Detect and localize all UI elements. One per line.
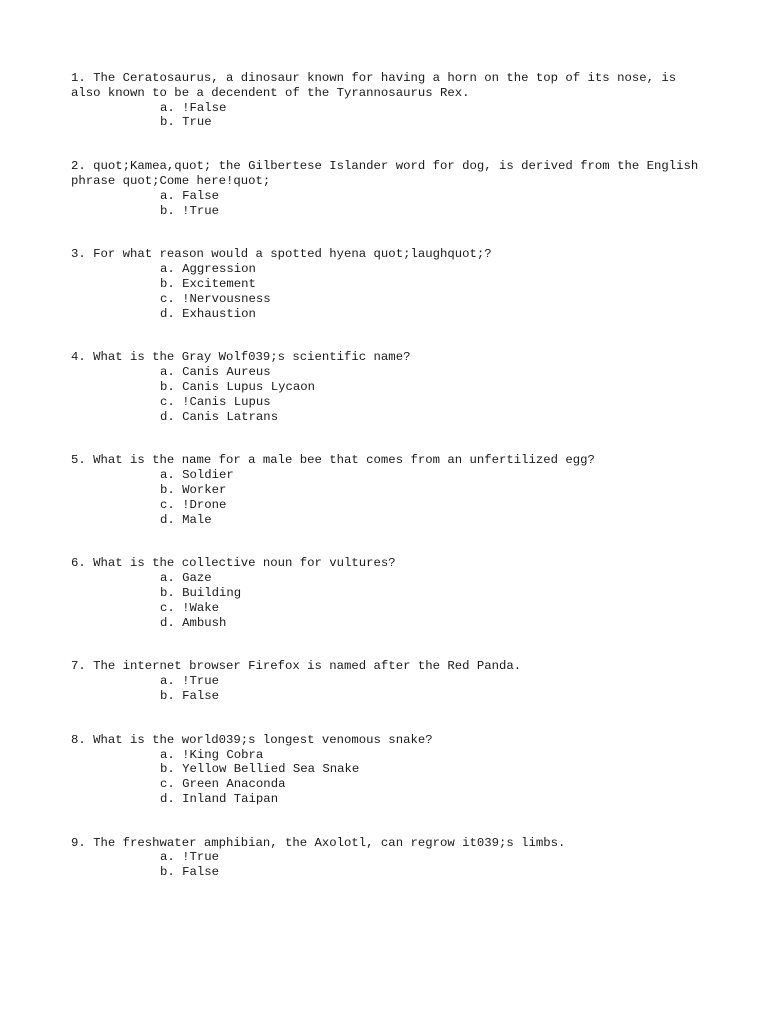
question-text: 2. quot;Kamea,quot; the Gilbertese Islander word for dog, is derived from the English phrase quot;Come here!quot; (71, 159, 706, 188)
question-2 (71, 159, 711, 218)
quiz-document (71, 71, 711, 909)
answer-option: b. !True (160, 203, 220, 218)
question-4 (71, 350, 711, 424)
question-9 (71, 836, 711, 880)
answer-options (71, 262, 711, 321)
question-text: 6. What is the collective noun for vultures? (71, 556, 396, 571)
answer-option: d. Exhaustion (160, 306, 256, 321)
answer-option: b. Worker (160, 482, 227, 497)
question-text: 8. What is the world039;s longest venomous snake? (71, 732, 433, 747)
question-text: 9. The freshwater amphibian, the Axolotl, can regrow it039;s limbs. (71, 835, 566, 850)
answer-option: c. Green Anaconda (160, 777, 286, 792)
answer-option: c. !Wake (160, 600, 220, 615)
answer-option: b. True (160, 115, 212, 130)
answer-option: c. !Nervousness (160, 291, 271, 306)
answer-option: a. !True (160, 850, 220, 865)
answer-options (71, 674, 711, 704)
answer-option: a. !King Cobra (160, 747, 264, 762)
answer-option: b. False (160, 688, 220, 703)
answer-option: a. Gaze (160, 571, 212, 586)
answer-option: a. Aggression (160, 262, 256, 277)
answer-option: a. False (160, 188, 220, 203)
answer-option: b. False (160, 865, 220, 880)
answer-options (71, 748, 711, 807)
question-text: 3. For what reason would a spotted hyena quot;laughquot;? (71, 247, 492, 262)
answer-option: a. !True (160, 674, 220, 689)
question-5 (71, 453, 711, 527)
answer-option: b. Yellow Bellied Sea Snake (160, 762, 360, 777)
answer-option: a. Soldier (160, 468, 234, 483)
answer-option: d. Ambush (160, 615, 227, 630)
question-1 (71, 71, 711, 130)
answer-option: d. Inland Taipan (160, 791, 279, 806)
answer-options (71, 571, 711, 630)
answer-option: d. Canis Latrans (160, 409, 279, 424)
question-7 (71, 659, 711, 703)
question-8 (71, 733, 711, 807)
answer-option: c. !Drone (160, 497, 227, 512)
question-text: 5. What is the name for a male bee that comes from an unfertilized egg? (71, 453, 595, 468)
answer-option: a. Canis Aureus (160, 365, 271, 380)
answer-options (71, 365, 711, 424)
question-text: 7. The internet browser Firefox is named after the Red Panda. (71, 659, 522, 674)
answer-options (71, 101, 711, 131)
answer-option: b. Excitement (160, 276, 256, 291)
question-text: 4. What is the Gray Wolf039;s scientific name? (71, 350, 411, 365)
question-3 (71, 247, 711, 321)
answer-option: b. Building (160, 585, 242, 600)
answer-options (71, 468, 711, 527)
answer-option: b. Canis Lupus Lycaon (160, 379, 315, 394)
question-text: 1. The Ceratosaurus, a dinosaur known for having a horn on the top of its nose, is also known to be a decendent of the Tyrannosaurus Rex. (71, 71, 684, 100)
answer-option: c. !Canis Lupus (160, 394, 271, 409)
answer-option: d. Male (160, 512, 212, 527)
answer-options (71, 189, 711, 219)
answer-options (71, 850, 711, 880)
question-6 (71, 556, 711, 630)
answer-option: a. !False (160, 100, 227, 115)
